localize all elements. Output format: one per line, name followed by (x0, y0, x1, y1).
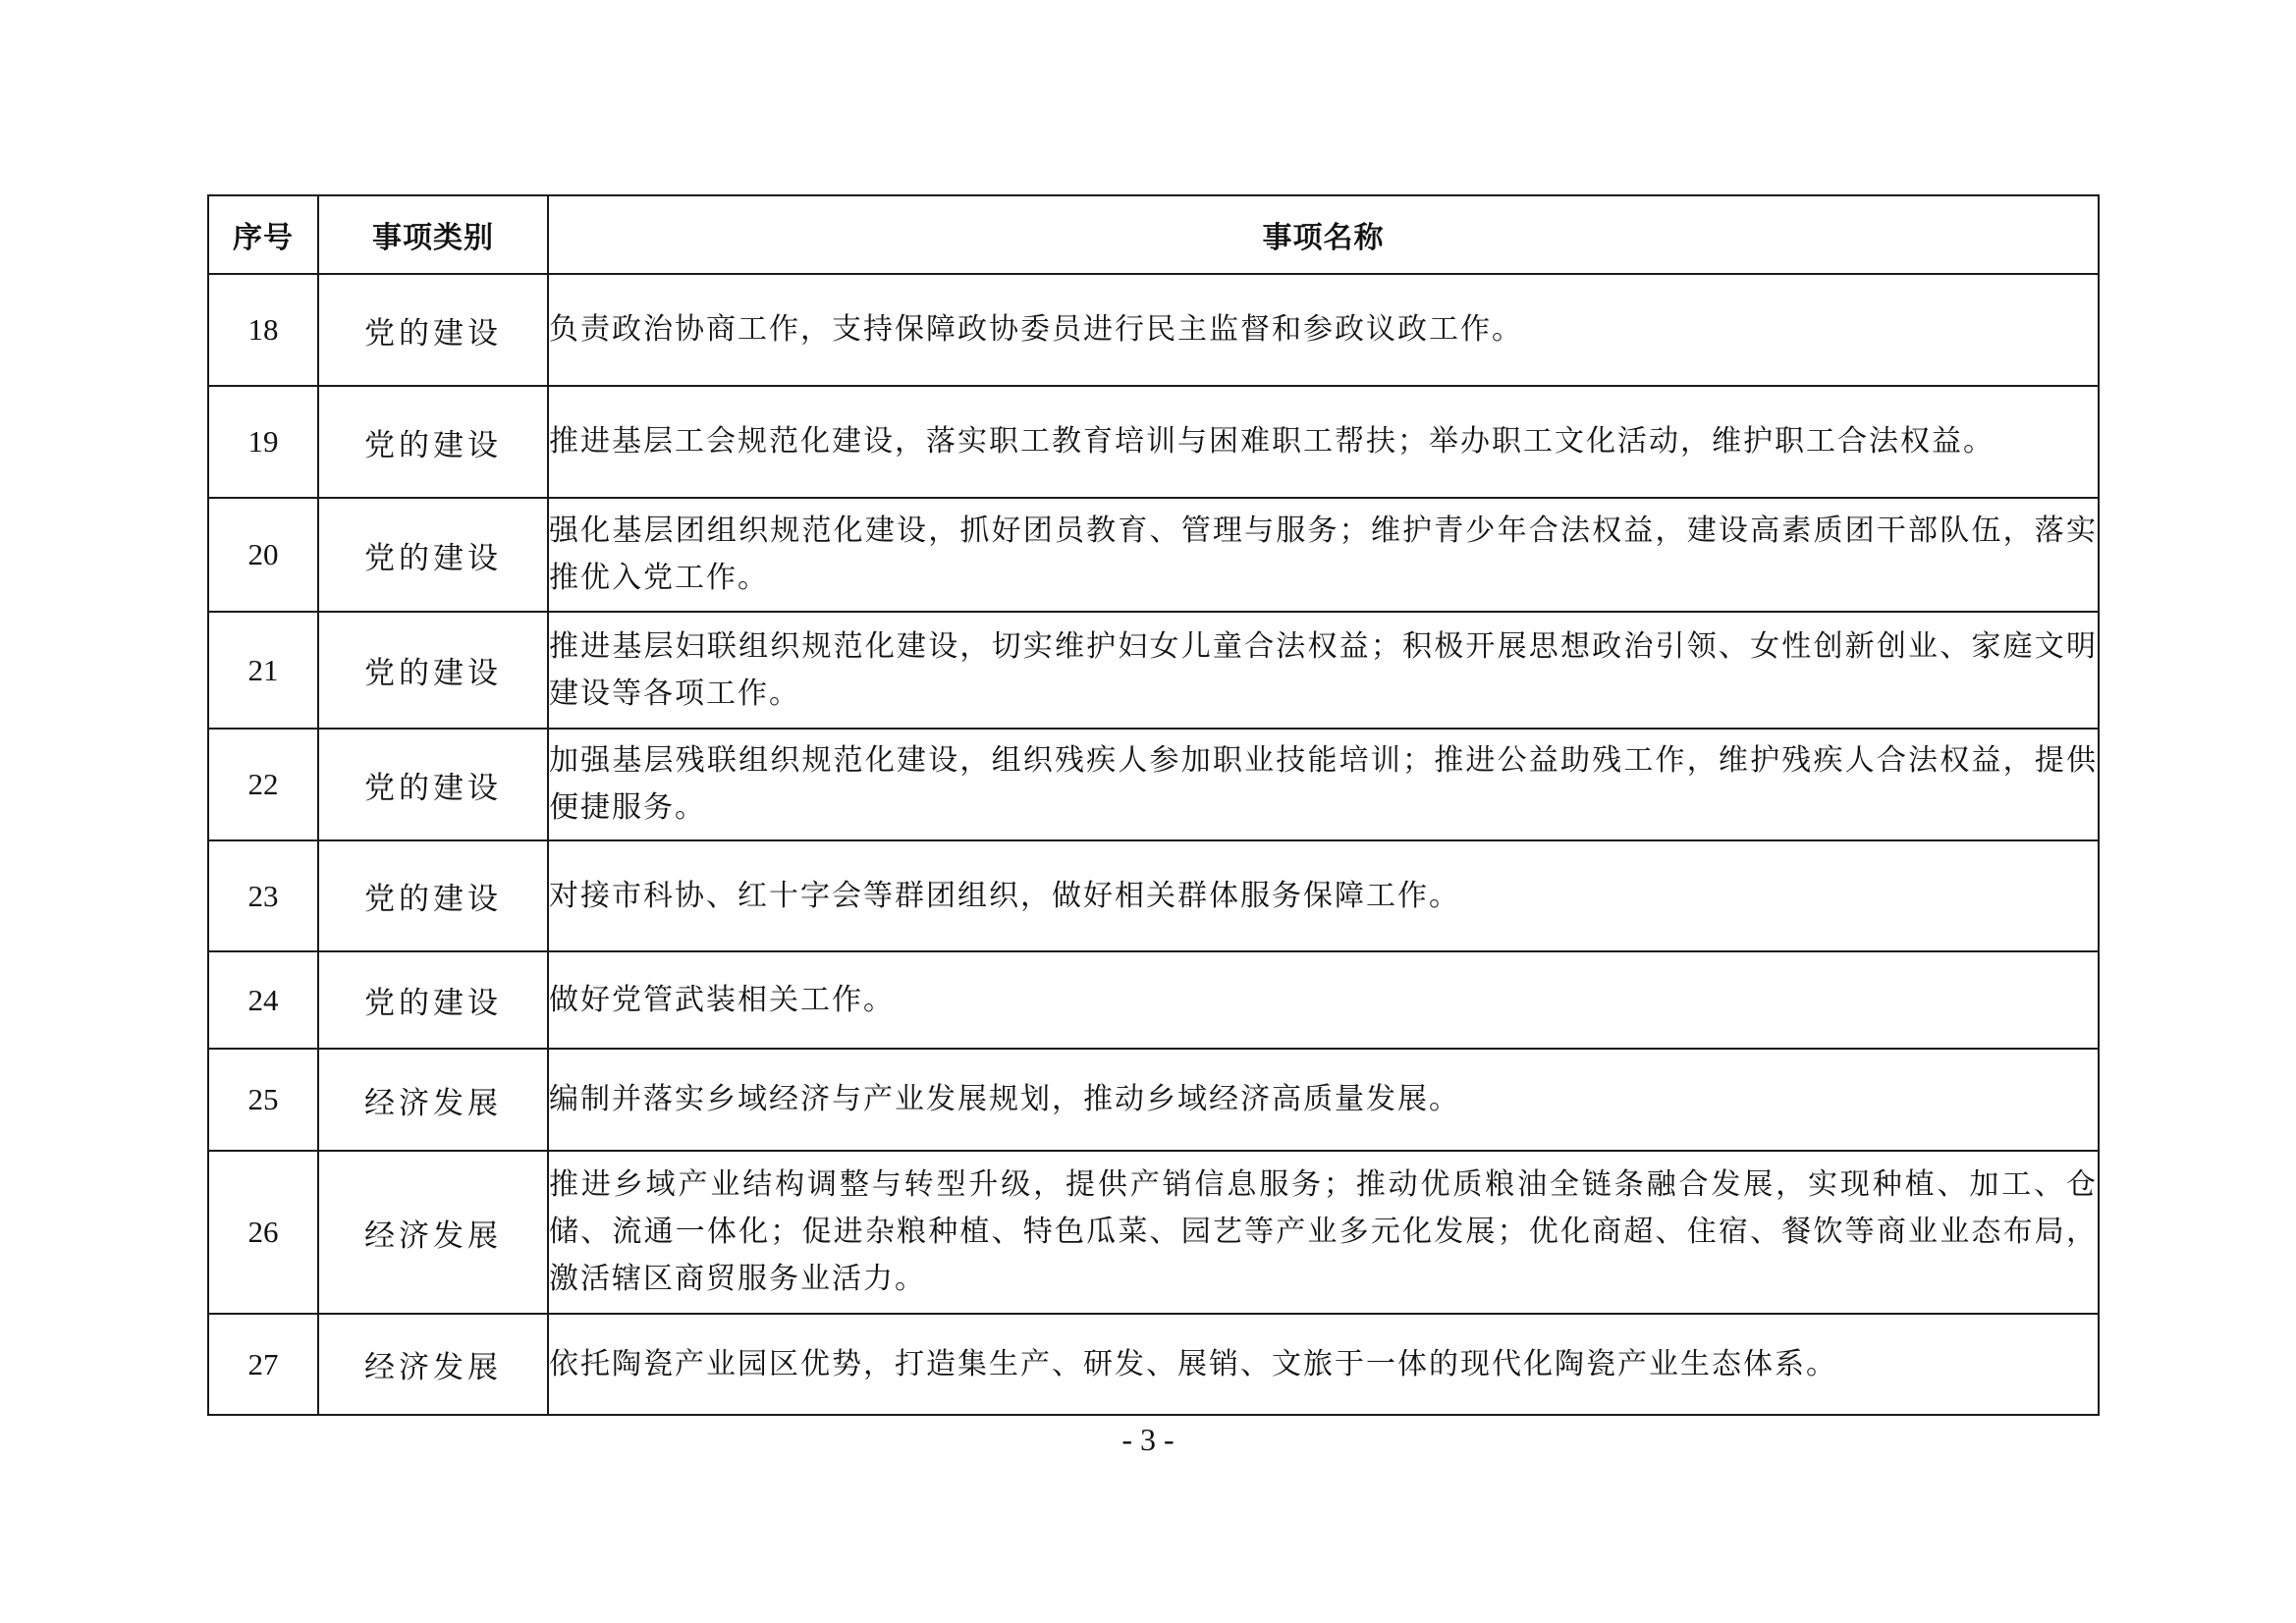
row-name: 负责政治协商工作，支持保障政协委员进行民主监督和参政议政工作。 (548, 274, 2099, 386)
row-num: 24 (208, 951, 318, 1049)
row-num: 22 (208, 729, 318, 840)
row-name: 推进基层工会规范化建设，落实职工教育培训与困难职工帮扶；举办职工文化活动，维护职工合法权益。 (548, 386, 2099, 498)
row-num: 27 (208, 1314, 318, 1415)
table-row (208, 951, 2099, 1049)
row-category: 党的建设 (318, 274, 548, 386)
table-row (208, 1151, 2099, 1314)
row-num: 26 (208, 1151, 318, 1314)
row-category: 党的建设 (318, 498, 548, 612)
row-category: 经济发展 (318, 1151, 548, 1314)
header-category: 事项类别 (318, 195, 548, 274)
row-category: 党的建设 (318, 386, 548, 498)
row-num: 20 (208, 498, 318, 612)
table-row (208, 612, 2099, 729)
row-num: 18 (208, 274, 318, 386)
row-num: 19 (208, 386, 318, 498)
row-name: 推进乡域产业结构调整与转型升级，提供产销信息服务；推动优质粮油全链条融合发展，实现种植、加工、仓储、流通一体化；促进杂粮种植、特色瓜菜、园艺等产业多元化发展；优化商超、住宿、餐饮等商业业态布局，激活辖区商贸服务业活力。 (548, 1151, 2099, 1314)
items-table (207, 194, 2100, 1416)
row-name: 对接市科协、红十字会等群团组织，做好相关群体服务保障工作。 (548, 840, 2099, 951)
row-num: 21 (208, 612, 318, 729)
table-row (208, 498, 2099, 612)
header-name: 事项名称 (548, 195, 2099, 274)
row-category: 党的建设 (318, 612, 548, 729)
table-row (208, 1314, 2099, 1415)
header-num: 序号 (208, 195, 318, 274)
row-name: 强化基层团组织规范化建设，抓好团员教育、管理与服务；维护青少年合法权益，建设高素质团干部队伍，落实推优入党工作。 (548, 498, 2099, 612)
table-row (208, 729, 2099, 840)
row-num: 23 (208, 840, 318, 951)
row-name: 做好党管武装相关工作。 (548, 951, 2099, 1049)
table-row (208, 386, 2099, 498)
row-category: 党的建设 (318, 840, 548, 951)
row-category: 经济发展 (318, 1049, 548, 1151)
row-name: 编制并落实乡域经济与产业发展规划，推动乡域经济高质量发展。 (548, 1049, 2099, 1151)
row-name: 加强基层残联组织规范化建设，组织残疾人参加职业技能培训；推进公益助残工作，维护残疾人合法权益，提供便捷服务。 (548, 729, 2099, 840)
table-row (208, 1049, 2099, 1151)
row-num: 25 (208, 1049, 318, 1151)
page-number: - 3 - (1121, 1422, 1175, 1457)
row-category: 经济发展 (318, 1314, 548, 1415)
row-category: 党的建设 (318, 951, 548, 1049)
table-header-row (208, 195, 2099, 274)
row-name: 推进基层妇联组织规范化建设，切实维护妇女儿童合法权益；积极开展思想政治引领、女性创新创业、家庭文明建设等各项工作。 (548, 612, 2099, 729)
table-row (208, 274, 2099, 386)
row-category: 党的建设 (318, 729, 548, 840)
table-row (208, 840, 2099, 951)
row-name: 依托陶瓷产业园区优势，打造集生产、研发、展销、文旅于一体的现代化陶瓷产业生态体系。 (548, 1314, 2099, 1415)
